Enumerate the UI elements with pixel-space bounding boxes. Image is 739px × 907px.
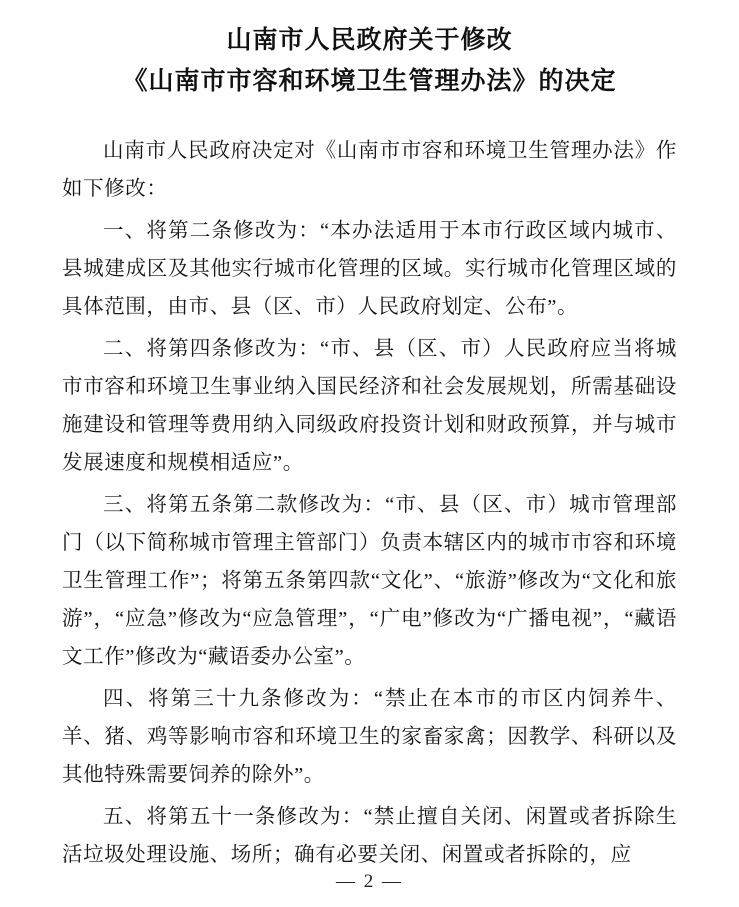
paragraph-item-2: 二、将第四条修改为：“市、县（区、市）人民政府应当将城市市容和环境卫生事业纳入国民经济和社会发展规划，所需基础设施建设和管理等费用纳入同级政府投资计划和财政预算，并与城市发展速度和规模相适应”。 bbox=[62, 338, 677, 474]
page-footer bbox=[0, 871, 739, 893]
paragraph-intro: 山南市人民政府决定对《山南市市容和环境卫生管理办法》作如下修改： bbox=[62, 140, 677, 200]
paragraph-item-4: 四、将第三十九条修改为：“禁止在本市的市区内饲养牛、羊、猪、鸡等影响市容和环境卫生的家畜家禽；因教学、科研以及其他特殊需要饲养的除外”。 bbox=[62, 688, 677, 786]
paragraph-item-1: 一、将第二条修改为：“本办法适用于本市行政区域内城市、县城建成区及其他实行城市化管理的区域。实行城市化管理区域的具体范围，由市、县（区、市）人民政府划定、公布”。 bbox=[62, 220, 677, 318]
document-body bbox=[62, 132, 677, 874]
page-title-line-1: 山南市人民政府关于修改 bbox=[226, 27, 513, 54]
page-title bbox=[62, 14, 677, 102]
page-number: — 2 — bbox=[336, 871, 403, 892]
paragraph-item-3: 三、将第五条第二款修改为：“市、县（区、市）城市管理部门（以下简称城市管理主管部门）负责本辖区内的城市市容和环境卫生管理工作”；将第五条第四款“文化”、“旅游”修改为“文化和旅游”，“应急”修改为“应急管理”，“广电”修改为“广播电视”，“藏语文工作”修改为“藏语委办公室”。 bbox=[62, 494, 677, 668]
page-title-line-2: 《山南市市容和环境卫生管理办法》的决定 bbox=[122, 68, 617, 95]
paragraph-item-5: 五、将第五十一条修改为：“禁止擅自关闭、闲置或者拆除生活垃圾处理设施、场所；确有必要关闭、闲置或者拆除的，应 bbox=[62, 806, 677, 866]
